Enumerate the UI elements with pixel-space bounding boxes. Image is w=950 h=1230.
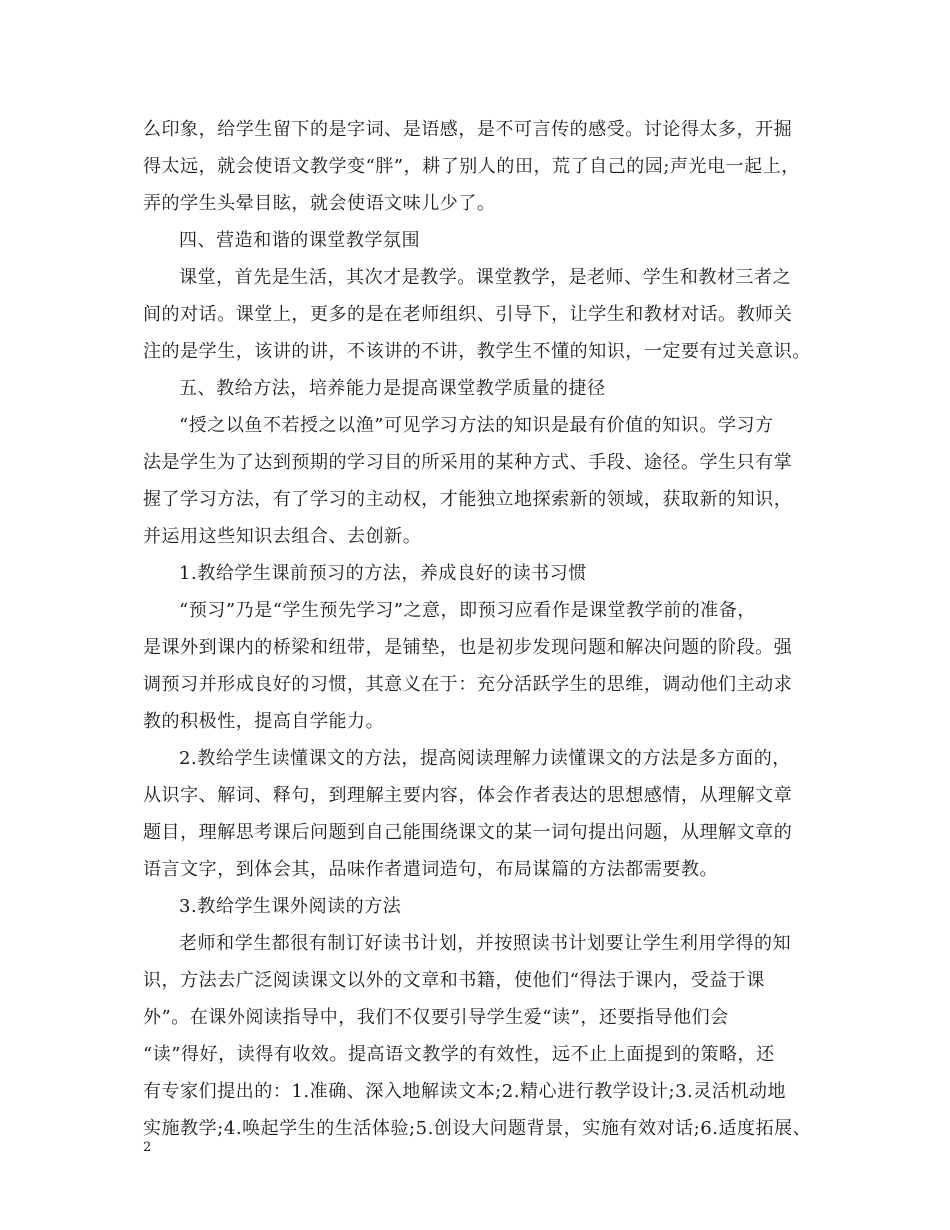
text-line: 有专家们提出的：1.准确、深入地解读文本;2.精心进行教学设计;3.灵活机动地: [143, 1081, 787, 1102]
text-line: 课堂，首先是生活，其次才是教学。课堂教学，是老师、学生和教材三者之: [179, 267, 792, 288]
text-line: 么印象，给学生留下的是字词、是语感，是不可言传的感受。讨论得太多，开掘: [143, 119, 793, 140]
section-heading: 五、教给方法，培养能力是提高课堂教学质量的捷径: [179, 378, 606, 399]
text-line: 识，方法去广泛阅读课文以外的文章和书籍，使他们“得法于课内，受益于课: [143, 970, 765, 991]
text-line: 得太远，就会使语文教学变“胖”，耕了别人的田，荒了自己的园;声光电一起上，: [143, 156, 800, 177]
text-line: 外”。在课外阅读指导中，我们不仅要引导学生爱“读”，还要指导他们会: [143, 1007, 729, 1028]
text-line: 教的积极性，提高自学能力。: [143, 711, 385, 732]
text-line: 是课外到课内的桥梁和纽带，是铺垫，也是初步发现问题和解决问题的阶段。强: [143, 637, 793, 658]
text-line: 间的对话。课堂上，更多的是在老师组织、引导下，让学生和教材对话。教师关: [143, 304, 793, 325]
text-line: 弄的学生头晕目眩，就会使语文味儿少了。: [143, 193, 496, 214]
subsection-heading: 3.教给学生课外阅读的方法: [179, 896, 402, 917]
page-number: 2: [143, 1140, 152, 1155]
subsection-heading: 1.教给学生课前预习的方法，养成良好的读书习惯: [179, 563, 587, 584]
text-line: 并运用这些知识去组合、去创新。: [143, 526, 422, 547]
text-line: 老师和学生都很有制订好读书计划，并按照读书计划要让学生利用学得的知: [179, 933, 792, 954]
text-line: 调预习并形成良好的习惯，其意义在于：充分活跃学生的思维，调动他们主动求: [143, 674, 793, 695]
subsection-heading: 2.教给学生读懂课文的方法，提高阅读理解力读懂课文的方法是多方面的，: [179, 748, 791, 769]
text-line: 实施教学;4.唤起学生的生活体验;5.创设大问题背景，实施有效对话;6.适度拓展、: [143, 1118, 812, 1139]
text-line: 注的是学生，该讲的讲，不该讲的不讲，教学生不懂的知识，一定要有过关意识。: [143, 341, 811, 362]
text-line: 握了学习方法，有了学习的主动权，才能独立地探索新的领域，获取新的知识，: [143, 489, 793, 510]
text-line: “授之以鱼不若授之以渔”可见学习方法的知识是最有价值的知识。学习方: [179, 415, 774, 436]
text-line: 法是学生为了达到预期的学习目的所采用的某种方式、手段、途径。学生只有掌: [143, 452, 793, 473]
text-line: “预习”乃是“学生预先学习”之意，即预习应看作是课堂教学前的准备，: [179, 600, 756, 621]
text-line: 语言文字，到体会其，品味作者遣词造句，布局谋篇的方法都需要教。: [143, 859, 719, 880]
text-line: 从识字、解词、释句，到理解主要内容，体会作者表达的思想感情，从理解文章: [143, 785, 793, 806]
section-heading: 四、营造和谐的课堂教学氛围: [179, 230, 421, 251]
text-line: “读”得好，读得有收效。提高语文教学的有效性，远不止上面提到的策略，还: [143, 1044, 775, 1065]
text-line: 题目，理解思考课后问题到自己能围绕课文的某一词句提出问题，从理解文章的: [143, 822, 793, 843]
